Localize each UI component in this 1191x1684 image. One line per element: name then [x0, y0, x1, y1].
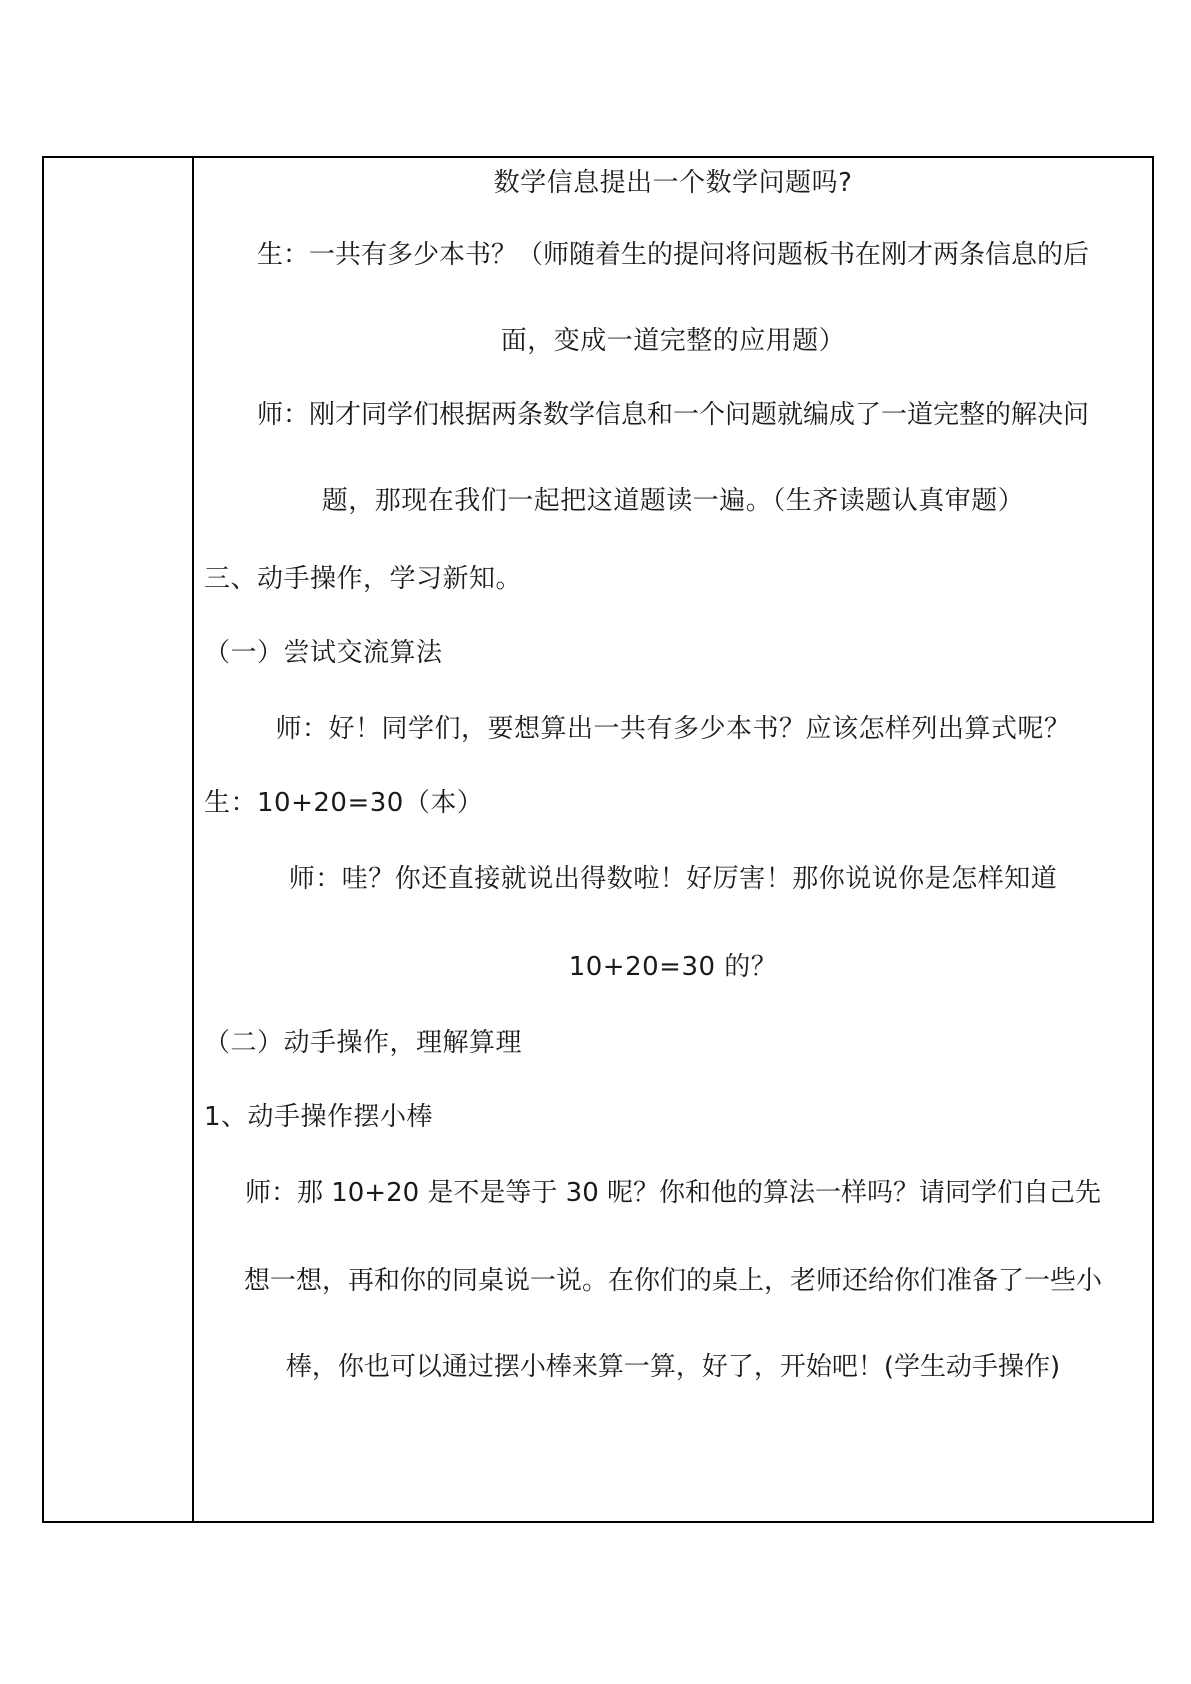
- text-line: 师：好！同学们，要想算出一共有多少本书？应该怎样列出算式呢？: [275, 714, 1071, 744]
- text-line: 生：一共有多少本书？（师随着生的提问将问题板书在刚才两条信息的后: [256, 240, 1089, 270]
- subsection-heading: 1、动手操作摆小棒: [204, 1102, 434, 1132]
- table-left-cell: [44, 158, 194, 1521]
- text-line: 师：刚才同学们根据两条数学信息和一个问题就编成了一道完整的解决问: [256, 400, 1089, 430]
- table-content-cell: [194, 158, 1152, 1521]
- text-line: 想一想，再和你的同桌说一说。在你们的桌上，老师还给你们准备了一些小: [243, 1266, 1102, 1296]
- text-line: 数学信息提出一个数学问题吗?: [493, 168, 853, 198]
- subsection-heading: （一）尝试交流算法: [204, 638, 443, 668]
- text-line: 10+20=30 的？: [568, 952, 778, 982]
- text-line: 生：10+20=30（本）: [204, 788, 484, 818]
- text-line: 师：那 10+20 是不是等于 30 呢？你和他的算法一样吗？请同学们自己先: [244, 1178, 1102, 1208]
- section-heading: 三、动手操作，学习新知。: [204, 564, 523, 594]
- text-line: 棒，你也可以通过摆小棒来算一算，好了，开始吧！(学生动手操作): [285, 1352, 1061, 1382]
- lesson-table: [42, 156, 1154, 1523]
- text-line: 师：哇？你还直接就说出得数啦！好厉害！那你说说你是怎样知道: [288, 864, 1058, 894]
- text-line: 题，那现在我们一起把这道题读一遍。（生齐读题认真审题）: [321, 486, 1025, 516]
- subsection-heading: （二）动手操作，理解算理: [204, 1028, 523, 1058]
- text-line: 面，变成一道完整的应用题）: [500, 326, 846, 356]
